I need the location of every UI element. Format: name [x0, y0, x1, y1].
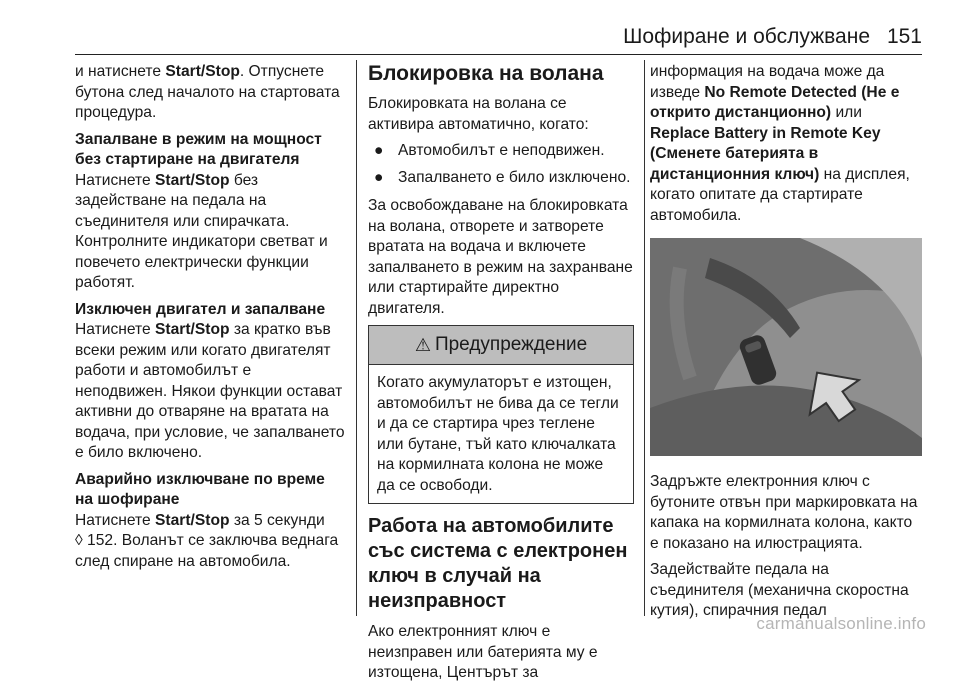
start-stop-label: Start/Stop [154, 171, 230, 189]
text: без задействане на педала на съединителя или спирачката. Контролните индикатори светват и повечето електрически функции работят. [75, 171, 328, 291]
bullet-icon: ● [374, 142, 384, 159]
column-2 [368, 62, 634, 690]
text: . Отпуснете бутона след началото на стартовата процедура. [75, 63, 340, 121]
list-item-text: Автомобилът е неподвижен. [398, 142, 605, 159]
text: на дисплея, когато опитате да стартирате автомобила. [650, 165, 910, 224]
display-message: Replace Battery in Remote Key (Сменете батерията в дистанционния ключ) [650, 124, 881, 183]
section-emergency-off [75, 470, 347, 573]
section-heading: Блокировка на волана [368, 62, 604, 85]
text: за 5 секунди [229, 511, 325, 529]
bullet-icon: ● [374, 168, 384, 186]
text: или [831, 104, 862, 121]
column-divider-1 [356, 60, 357, 616]
text: и натиснете [75, 63, 166, 80]
paragraph [650, 62, 922, 226]
header-rule [75, 54, 922, 55]
paragraph: Ако електронният ключ е неизправен или батерията му е изтощена, Центърът за [368, 623, 598, 681]
text: Натиснете [75, 171, 155, 189]
page-title: Шофиране и обслужване [623, 25, 870, 48]
paragraph: Блокировката на волана се активира автоматично, когато: [368, 95, 589, 133]
text: Натиснете [75, 321, 155, 338]
column-divider-2 [644, 60, 645, 616]
warning-header [369, 326, 633, 365]
steering-column-illustration [650, 238, 922, 456]
text: 152. Воланът се заключва веднага след спиране на автомобила. [75, 532, 339, 570]
text: за кратко във всеки режим или когато двигателят работи и автомобилът е неподвижен. Някои функции остават активни до отваряне на вратата на водача, при условие, че запалването е било включено. [75, 321, 345, 461]
paragraph: Задръжте електронния ключ с бутоните отвън при маркировката на капака на кормилната колона, както е показано на илюстрацията. [650, 473, 918, 552]
section-power-mode [75, 130, 347, 294]
key-fob-placement-icon [650, 238, 922, 456]
page-number: 151 [886, 25, 922, 48]
column-3 [650, 62, 922, 628]
text: Натиснете [75, 511, 155, 529]
column-1 [75, 62, 347, 578]
start-stop-label: Start/Stop [154, 511, 230, 529]
intro-paragraph [75, 62, 347, 124]
warning-triangle-icon: ⚠ [414, 334, 431, 355]
paragraph: Задействайте педала на съединителя (механична скоростна кутия), спирачния педал [650, 561, 909, 619]
section-heading: Запалване в режим на мощност без стартиране на двигателя [75, 130, 322, 168]
bullet-list [368, 141, 634, 188]
page-reference-arrow-icon[interactable]: ◊ [75, 532, 83, 549]
display-message: No Remote Detected (Не е открито дистанционно) [650, 83, 900, 121]
list-item [368, 168, 634, 189]
section-heading: Работа на автомобилите със система с електронен ключ в случай на неизправност [368, 515, 628, 612]
paragraph: За освобождаване на блокировката на волана, отворете и затворете вратата на водача и включете запалването в режим на захранване или стартирайте директно двигателя. [368, 197, 633, 317]
section-heading: Аварийно изключване по време на шофиране [75, 470, 325, 508]
page-header [0, 0, 960, 50]
list-item [368, 141, 634, 162]
warning-title: Предупреждение [434, 333, 588, 355]
warning-body: Когато акумулаторът е изтощен, автомобилът не бива да се тегли и да се стартира чрез теглене или бутане, тъй като ключалката на кормилната колона не може да се освободи. [377, 374, 619, 494]
list-item-text: Запалването е било изключено. [398, 168, 631, 186]
start-stop-label: Start/Stop [154, 321, 230, 338]
start-stop-label: Start/Stop [165, 63, 240, 80]
section-engine-off [75, 300, 347, 464]
section-heading: Изключен двигател и запалване [75, 300, 326, 318]
warning-box [368, 325, 634, 504]
text: информация на водача може да изведе [650, 63, 885, 101]
watermark: carmanualsonline.info [756, 614, 926, 633]
